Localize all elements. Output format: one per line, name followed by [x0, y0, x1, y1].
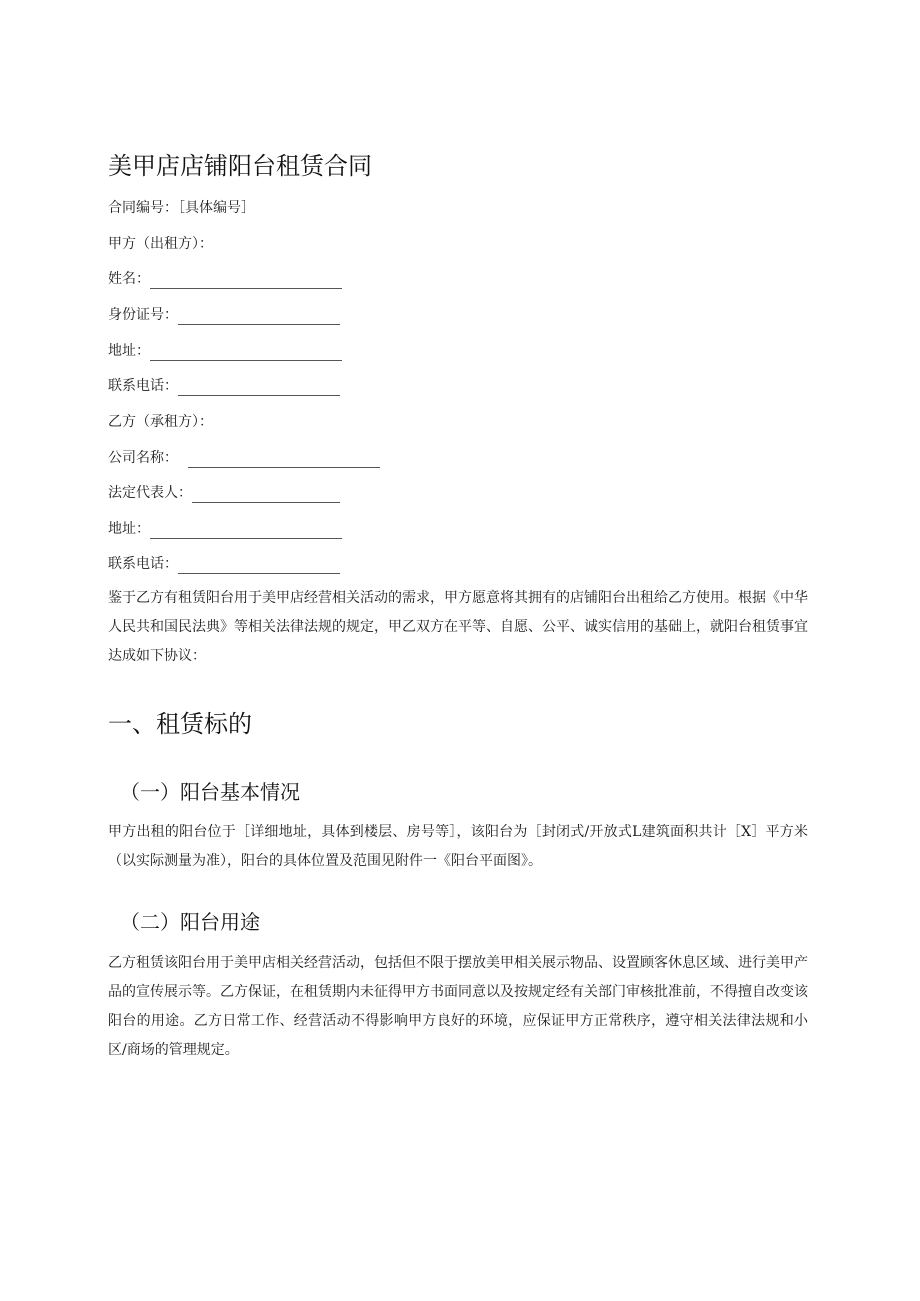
party-a-address-line [108, 341, 342, 361]
party-b-company-line [108, 448, 380, 468]
party-a-address-blank [150, 344, 342, 361]
subsection-1-body: 甲方出租的阳台位于［详细地址，具体到楼层、房号等］，该阳台为［封闭式/开放式L建筑面积共计［X］平方米（以实际测量为准），阳台的具体位置及范围见附件一《阳台平面图》。 [108, 824, 808, 869]
party-b-address-label: 地址： [108, 521, 150, 537]
section-1-heading: 一、租赁标的 [108, 710, 252, 738]
party-a-id-label: 身份证号： [108, 307, 178, 323]
party-b-company-blank [188, 451, 380, 468]
party-b-rep-blank [192, 486, 340, 503]
subsection-2-heading: （二）阳台用途 [120, 910, 260, 934]
party-b-company-label: 公司名称： [108, 450, 178, 466]
subsection-1-heading: （一）阳台基本情况 [120, 780, 300, 804]
party-a-name-blank [150, 272, 342, 289]
party-b-rep-label: 法定代表人： [108, 485, 192, 501]
preamble-paragraph: 鉴于乙方有租赁阳台用于美甲店经营相关活动的需求，甲方愿意将其拥有的店铺阳台出租给乙方使用。根据《中华人民共和国民法典》等相关法律法规的规定，甲乙双方在平等、自愿、公平、诚实信用的基础上，就阳台租赁事宜达成如下协议： [108, 590, 808, 664]
contract-number-line [108, 198, 255, 218]
document-title: 美甲店店铺阳台租赁合同 [108, 152, 372, 180]
party-a-phone-line [108, 376, 340, 396]
party-a-name-line [108, 269, 342, 289]
party-b-heading: 乙方（承租方）： [108, 414, 213, 430]
contract-number-label: 合同编号：［具体编号］ [108, 200, 255, 216]
party-b-address-blank [150, 522, 342, 539]
party-a-address-label: 地址： [108, 343, 150, 359]
party-a-name-label: 姓名： [108, 271, 150, 287]
party-a-phone-blank [178, 379, 340, 396]
party-b-rep-line [108, 483, 340, 503]
subsection-2-body: 乙方租赁该阳台用于美甲店相关经营活动，包括但不限于摆放美甲相关展示物品、设置顾客休息区域、进行美甲产品的宣传展示等。乙方保证，在租赁期内未征得甲方书面同意以及按规定经有关部门审核批准前，不得擅自改变该阳台的用途。乙方日常工作、经营活动不得影响甲方良好的环境，应保证甲方正常秩序，遵守相关法律法规和小区/商场的管理规定。 [108, 955, 808, 1058]
party-a-phone-label: 联系电话： [108, 378, 178, 394]
party-a-heading: 甲方（出租方）： [108, 236, 213, 252]
party-a-id-blank [178, 308, 340, 325]
party-a-id-line [108, 305, 340, 325]
party-b-address-line [108, 519, 342, 539]
party-b-phone-line [108, 554, 340, 574]
party-b-phone-blank [178, 557, 340, 574]
party-b-phone-label: 联系电话： [108, 556, 178, 572]
